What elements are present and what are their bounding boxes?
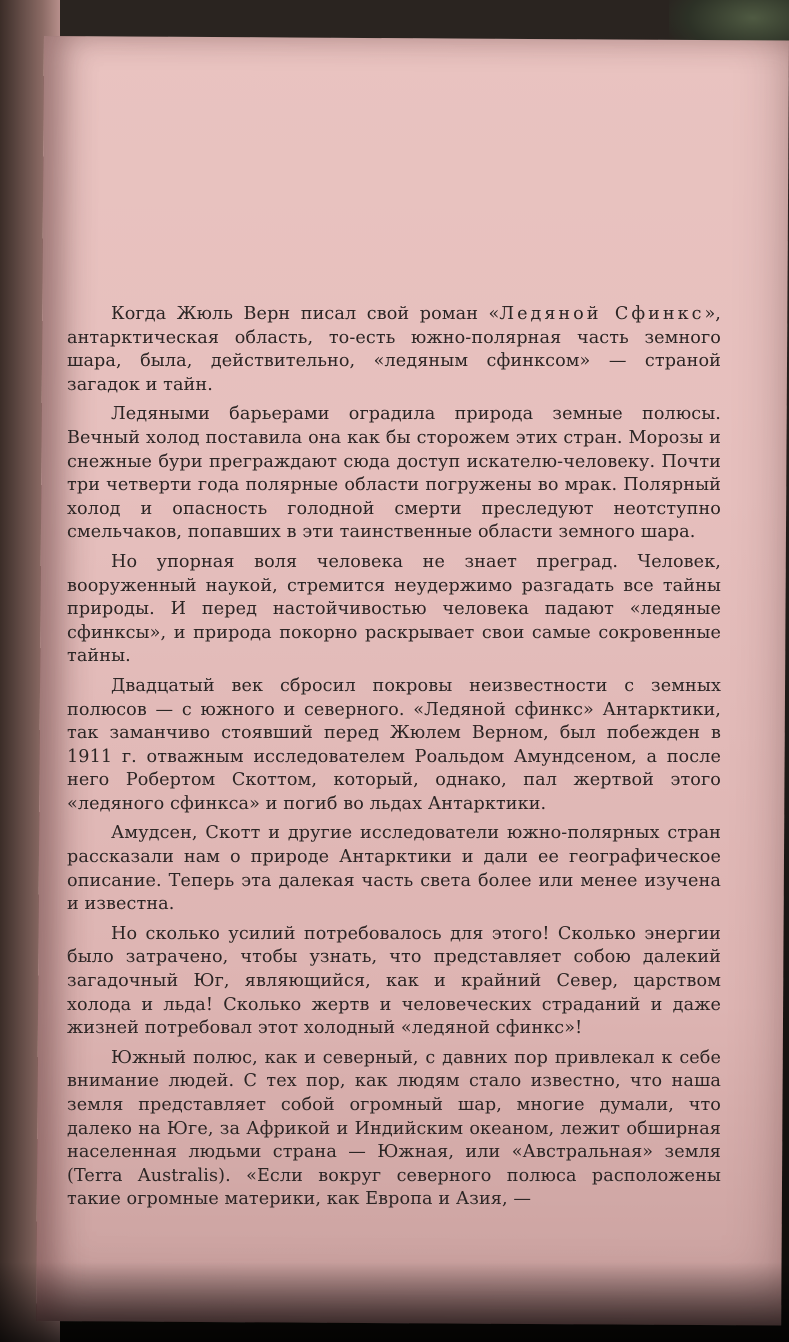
paragraph-1 xyxy=(67,303,721,397)
paragraph-7: Южный полюс, как и северный, с давних пор привлекал к себе внимание людей. С тех пор, как людям стало известно, что наша земля представляет собой огромный шар, многие думали, что далеко на Юге, за Африкой и Индийским океаном, лежит обширная населенная людьми страна — Южная, или «Австральная» земля (Terra Australis). «Если вокруг северного полюса расположены такие огромные материки, как Европа и Азия, — xyxy=(67,1047,721,1210)
paragraph-5: Амудсен, Скотт и другие исследователи южно-полярных стран рассказали нам о природе Антарктики и дали ее географическое описание. Теперь эта далекая часть света более или менее изучена и известна. xyxy=(67,823,721,915)
body-text xyxy=(67,303,721,1212)
paragraph-1-end: », антарктическая область, то-есть южно-полярная часть земного шара, была, действительно, «ледяным сфинксом» — страной загадок и тайн. xyxy=(67,304,721,395)
paragraph-3: Но упорная воля человека не знает преград. Человек, вооруженный наукой, стремится неудержимо разгадать все тайны природы. И перед настойчивостью человека падают «ледяные сфинксы», и природа покорно раскрывает свои самые сокровенные тайны. xyxy=(67,551,721,667)
show-through-text xyxy=(243,127,764,280)
bottom-shadow xyxy=(0,1262,789,1342)
novel-title: Ледяной Сфинкс xyxy=(499,304,705,324)
paragraph-4: Двадцатый век сбросил покровы неизвестности с земных полюсов — с южного и северного. «Ледяной сфинкс» Антарктики, так заманчиво стоявший перед Жюлем Верном, был побежден в 1911 г. отважным исследователем Роальдом Амундсеном, а после него Робертом Скоттом, который, однако, пал жертвой этого «ледяного сфинкса» и погиб во льдах Антарктики. xyxy=(67,675,721,814)
paragraph-2: Ледяными барьерами оградила природа земные полюсы. Вечный холод поставила она как бы сторожем этих стран. Морозы и снежные бури преграждают сюда доступ искателю-человеку. Почти три четверти года полярные области погружены во мрак. Полярный холод и опасность голодной смерти преследуют неотступно смельчаков, попавших в эти таинственные области земного шара. xyxy=(67,404,721,543)
paragraph-6: Но сколько усилий потребовалось для этого! Сколько энергии было затрачено, чтобы узнать, что представляет собою далекий загадочный Юг, являющийся, как и крайний Север, царством холода и льда! Сколько жертв и человеческих страданий и даже жизней потребовал этот холодный «ледяной сфинкс»! xyxy=(67,923,721,1039)
paragraph-1-start: Когда Жюль Верн писал свой роман « xyxy=(111,304,500,324)
